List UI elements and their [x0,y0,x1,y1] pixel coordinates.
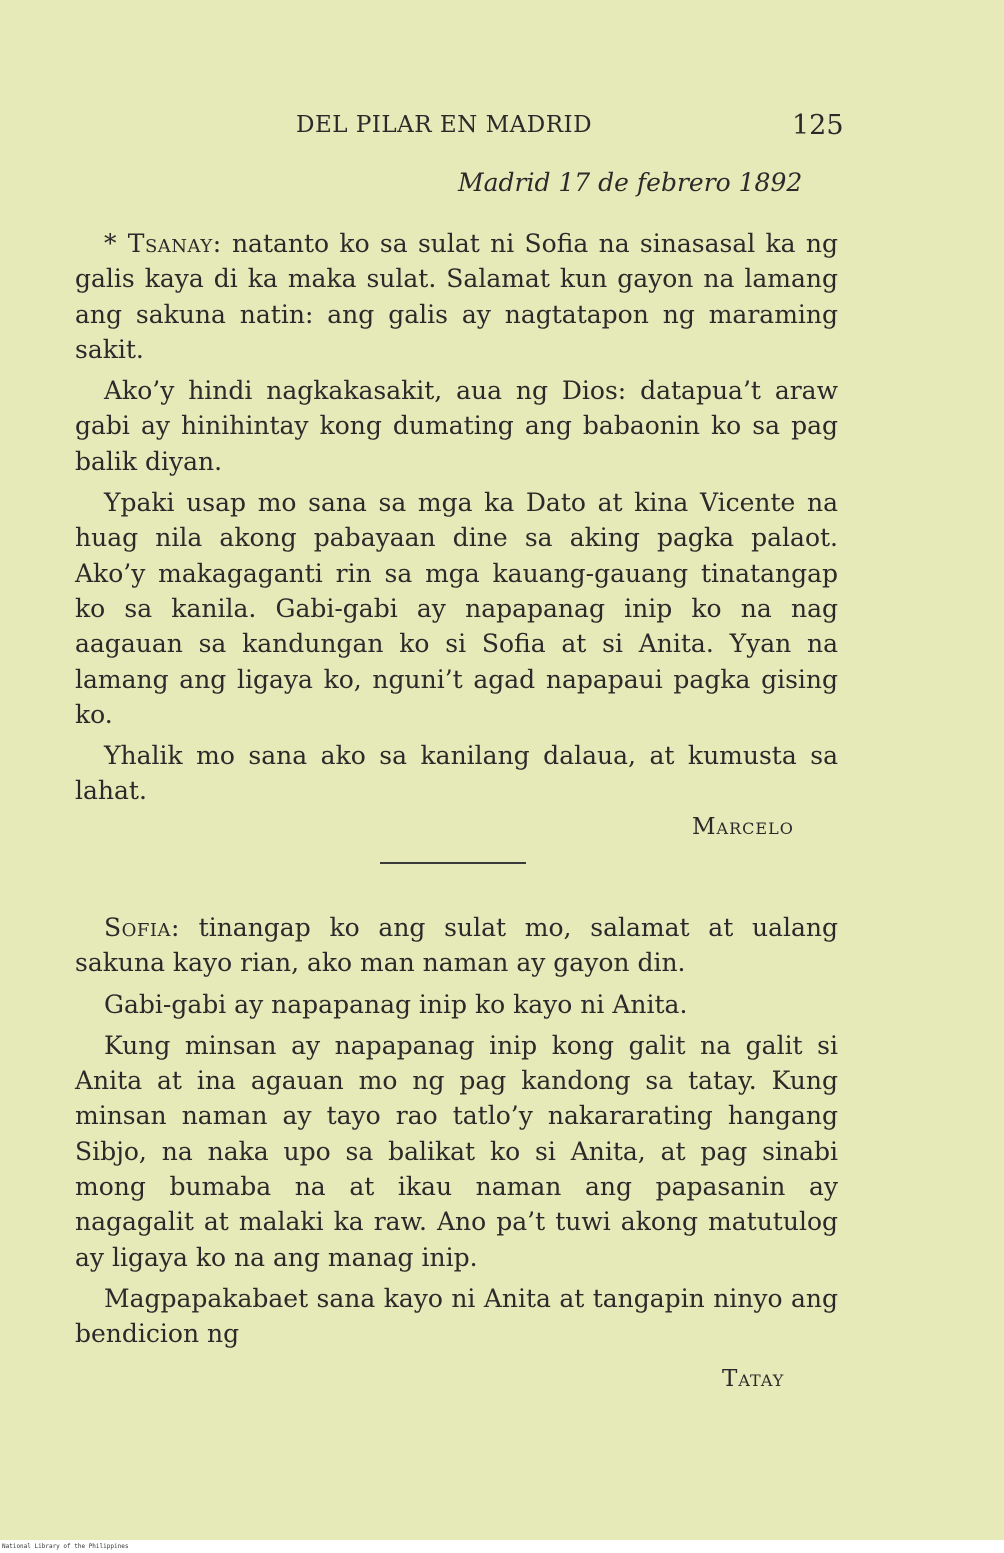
letter2-paragraph: Kung minsan ay napapanag inip kong galit na galit si Anita at ina agauan mo ng pag kandong sa tatay. Kung minsan naman ay tayo rao tatlo’y nakararating hangang Sibjo, na naka upo sa balikat ko si Anita, at pag sinabi mong bumaba na at ikau naman ang papasanin ay nagagalit at malaki ka raw. Ano pa’t tuwi akong matutulog ay ligaya ko na ang manag inip. [75,1030,838,1272]
letter2-signature: Tatay [722,1366,785,1392]
letter1-dateline: Madrid 17 de febrero 1892 [458,168,803,197]
letter1-paragraph [75,226,838,367]
running-title: DEL PILAR EN MADRID [296,112,593,138]
letter2-salutation: Sofia: [104,913,180,942]
letter2-paragraph: Gabi-gabi ay napapanag inip ko kayo ni Anita. [104,989,688,1019]
library-credit: National Library of the Philippines [2,1543,129,1550]
letter1-paragraph: Ako’y hindi nagkakasakit, aua ng Dios: datapua’t araw gabi ay hinihintay kong dumating ang babaonin ko sa pag balik diyan. [75,376,838,476]
letter1-salutation: * Tsanay: [104,229,222,258]
letter1-paragraph: Ypaki usap mo sana sa mga ka Dato at kina Vicente na huag nila akong pabayaan dine sa aking pagka palaot. Ako’y makagaganti rin sa mga kauang-gauang tinatangap ko sa kanila. Gabi-gabi ay napapanag inip ko na nag aagauan sa kandungan ko si Sofia at si Anita. Yyan na lamang ang ligaya ko, nguni’t agad napapaui pagka gising ko. [75,488,838,729]
letter2-body [75,910,838,1352]
letter1-body [75,226,838,809]
letter1-paragraph: Yhalik mo sana ako sa kanilang dalaua, at kumusta sa lahat. [75,741,838,806]
letter2-paragraph-text: tinangap ko ang sulat mo, salamat at ualang sakuna kayo rian, ako man naman ay gayon din. [75,913,838,978]
letter1-signature: Marcelo [692,814,794,840]
footer-strip [0,1540,1004,1553]
section-divider [380,862,526,864]
letter1-paragraph-text: natanto ko sa sulat ni Sofia na sinasasal ka ng galis kaya di ka maka sulat. Salamat kun gayon na lamang ang sakuna natin: ang galis ay nagtatapon ng maraming sakit. [75,229,838,364]
letter2-paragraph: Magpapakabaet sana kayo ni Anita at tangapin ninyo ang bendicion ng [75,1283,838,1349]
page-number: 125 [792,110,844,141]
letter2-paragraph [75,910,838,981]
